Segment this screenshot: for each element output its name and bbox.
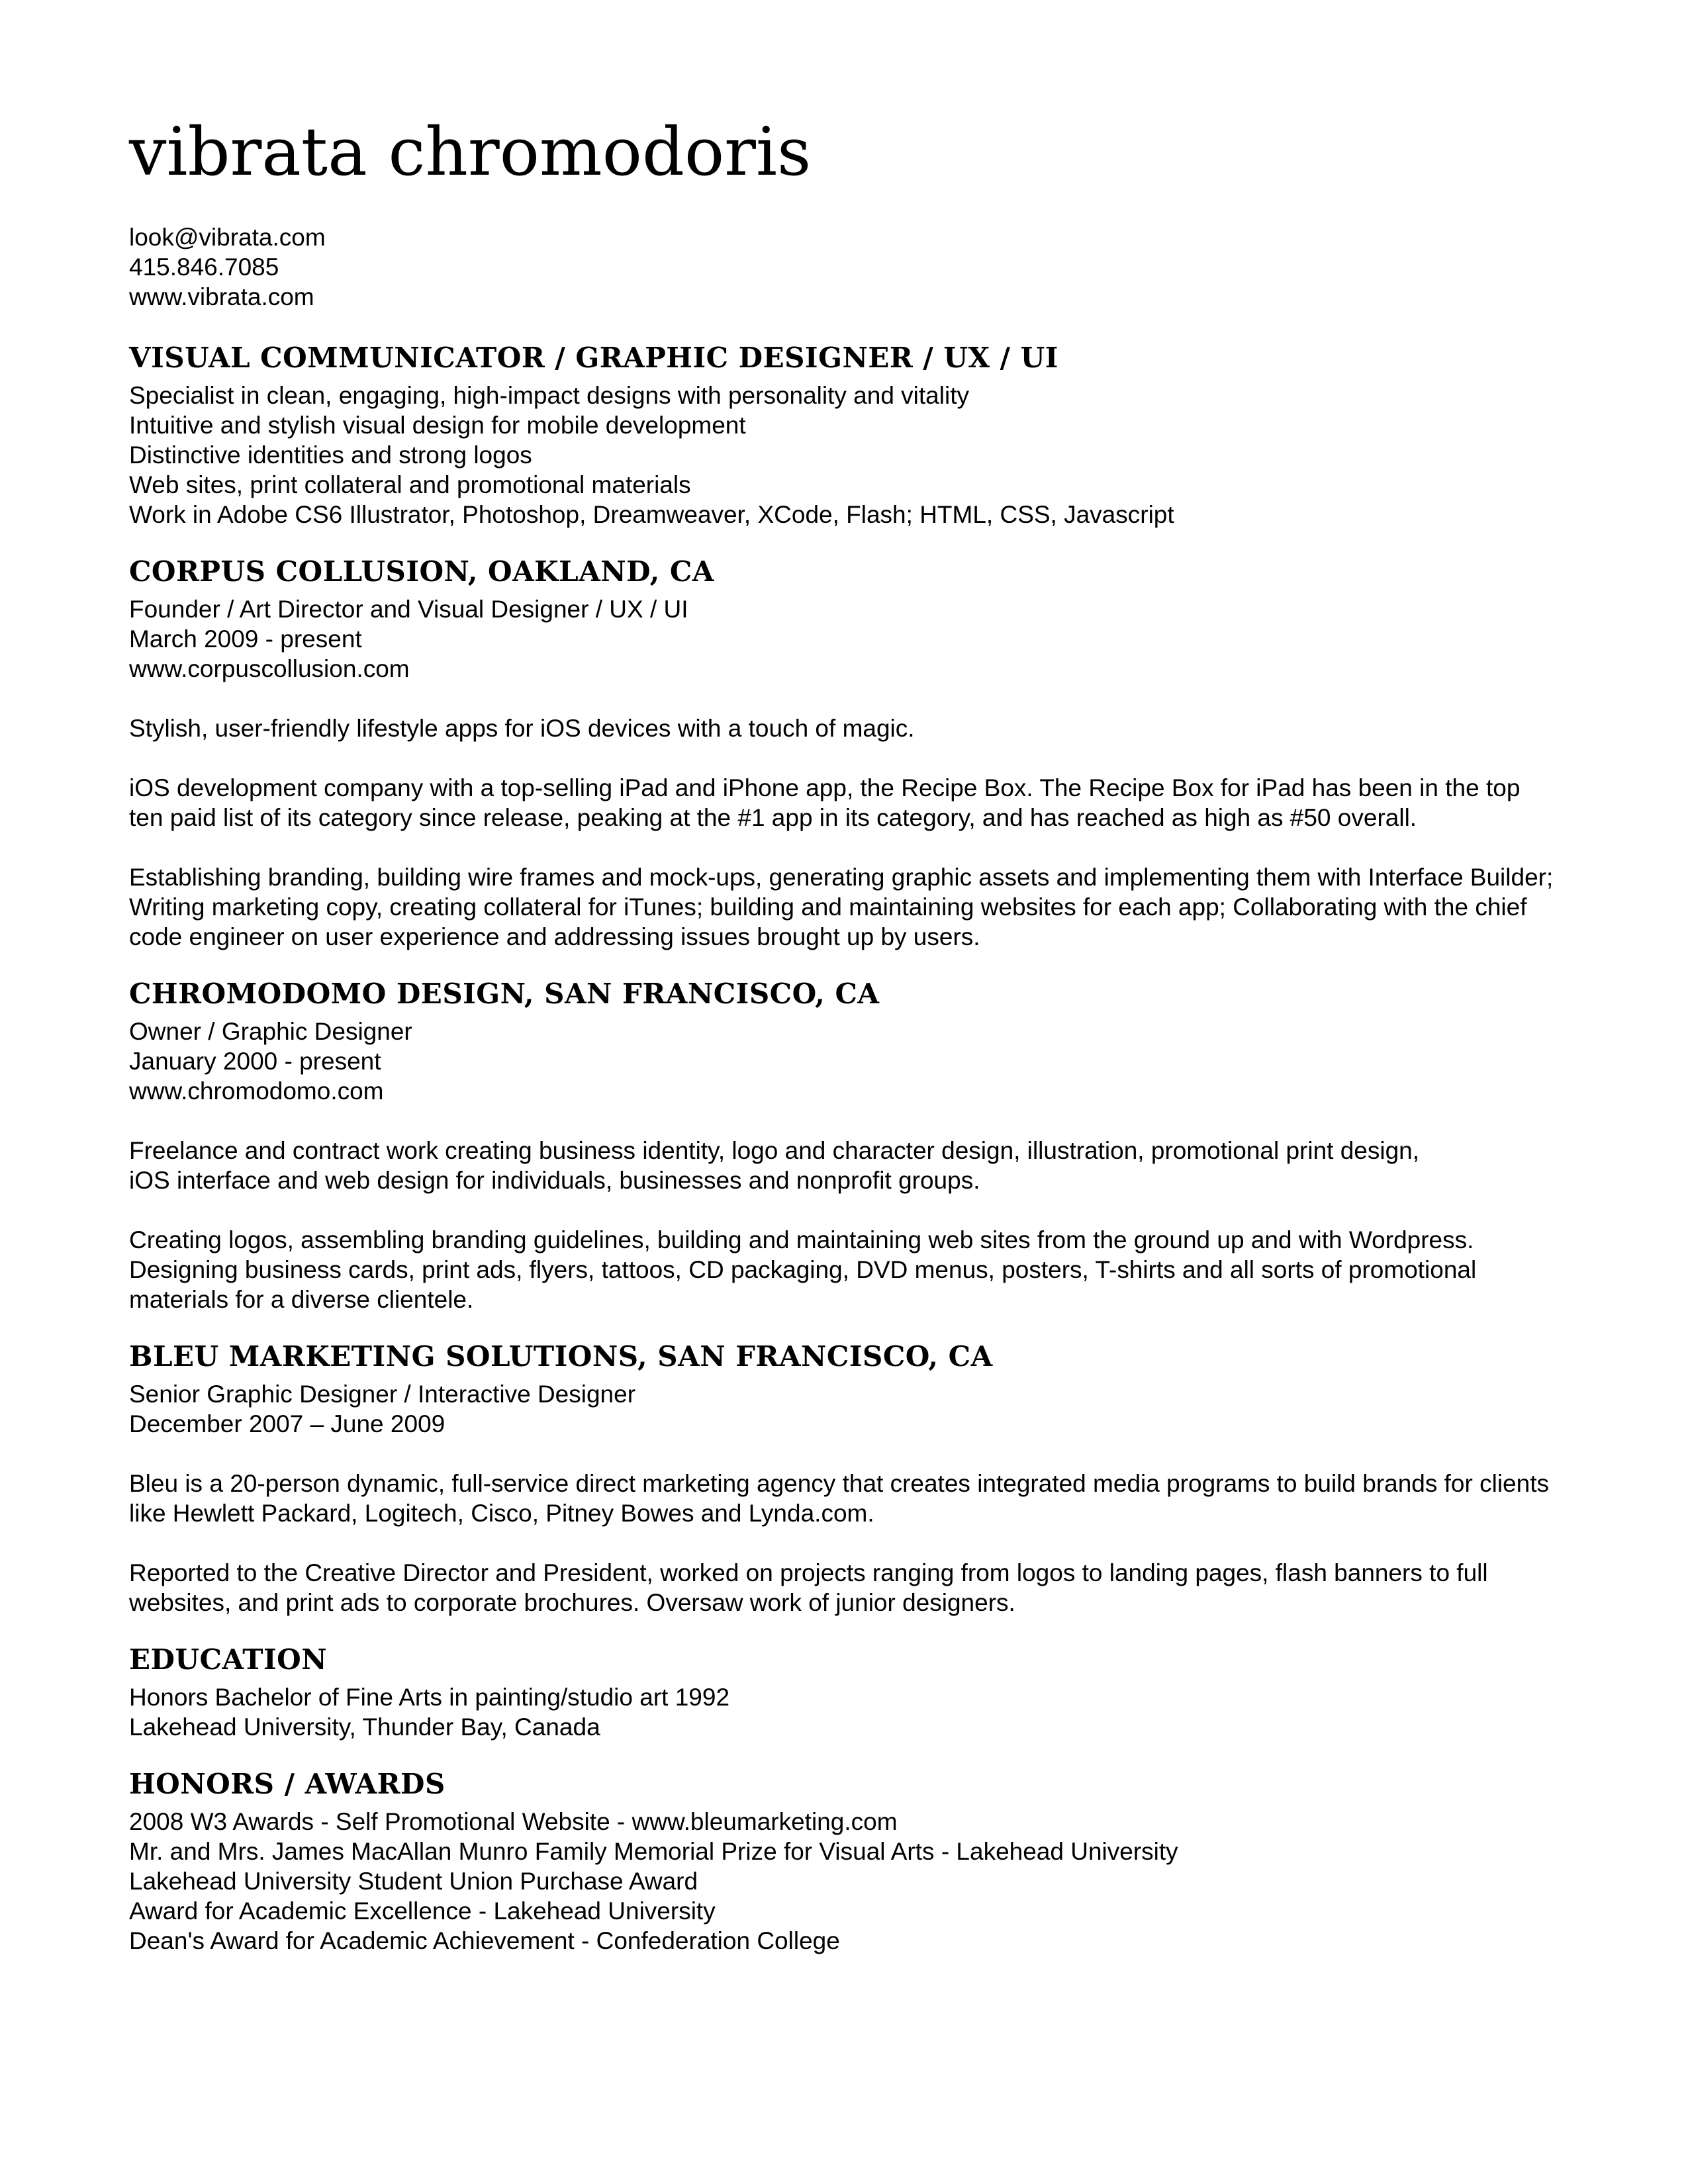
paragraph-line: Freelance and contract work creating business identity, logo and character design, illustration, promotional print design, [129, 1137, 1420, 1164]
job-paragraph [129, 1136, 1572, 1195]
paragraph-line: code engineer on user experience and addressing issues brought up by users. [129, 923, 980, 950]
job-role: Owner / Graphic Designer [129, 1018, 412, 1045]
contact-phone: 415.846.7085 [129, 253, 279, 281]
summary-line: Work in Adobe CS6 Illustrator, Photoshop, Dreamweaver, XCode, Flash; HTML, CSS, Javascript [129, 501, 1174, 528]
paragraph-line: like Hewlett Packard, Logitech, Cisco, Pitney Bowes and Lynda.com. [129, 1500, 874, 1527]
summary-list [129, 381, 1572, 529]
honors-heading: HONORS / AWARDS [129, 1768, 445, 1800]
job-details-corpus-collusion [129, 594, 1572, 684]
summary-line: Specialist in clean, engaging, high-impact designs with personality and vitality [129, 382, 969, 409]
job-paragraph [129, 713, 1572, 743]
paragraph-line: Reported to the Creative Director and President, worked on projects ranging from logos to landing pages, flash banners to full [129, 1559, 1488, 1586]
job-details-chromodomo-design [129, 1017, 1572, 1106]
job-details-bleu-marketing [129, 1379, 1572, 1439]
education-list [129, 1682, 1572, 1742]
paragraph-line: iOS interface and web design for individuals, businesses and nonprofit groups. [129, 1167, 980, 1194]
paragraph-line: Bleu is a 20-person dynamic, full-service direct marketing agency that creates integrated media programs to build brands for clients [129, 1470, 1549, 1497]
job-role: Founder / Art Director and Visual Designer / UX / UI [129, 596, 688, 623]
paragraph-line: materials for a diverse clientele. [129, 1286, 474, 1313]
honors-line: Award for Academic Excellence - Lakehead University [129, 1897, 716, 1925]
summary-line: Web sites, print collateral and promotional materials [129, 471, 691, 498]
paragraph-line: Stylish, user-friendly lifestyle apps for iOS devices with a touch of magic. [129, 715, 915, 742]
job-paragraph [129, 1558, 1572, 1617]
job-dates: December 2007 – June 2009 [129, 1410, 445, 1437]
honors-line: Lakehead University Student Union Purchase Award [129, 1868, 698, 1895]
contact-website: www.vibrata.com [129, 283, 314, 310]
paragraph-line: Establishing branding, building wire frames and mock-ups, generating graphic assets and implementing them with Interface Builder; [129, 864, 1554, 891]
paragraph-line: Writing marketing copy, creating collateral for iTunes; building and maintaining websites for each app; Collaborating with the chief [129, 893, 1527, 921]
summary-line: Distinctive identities and strong logos [129, 441, 532, 469]
summary-heading: VISUAL COMMUNICATOR / GRAPHIC DESIGNER / UX / UI [129, 341, 1058, 374]
paragraph-line: Creating logos, assembling branding guidelines, building and maintaining web sites from the ground up and with Wordpress. [129, 1226, 1474, 1253]
job-paragraph [129, 1469, 1572, 1528]
education-heading: EDUCATION [129, 1643, 328, 1676]
job-url: www.chromodomo.com [129, 1077, 384, 1105]
job-heading-bleu-marketing: BLEU MARKETING SOLUTIONS, SAN FRANCISCO, CA [129, 1340, 993, 1373]
contact-block [129, 222, 1572, 312]
job-paragraph [129, 1225, 1572, 1314]
job-paragraph [129, 773, 1572, 833]
job-dates: March 2009 - present [129, 625, 362, 653]
job-heading-corpus-collusion: CORPUS COLLUSION, OAKLAND, CA [129, 555, 714, 588]
paragraph-line: websites, and print ads to corporate brochures. Oversaw work of junior designers. [129, 1589, 1015, 1616]
education-line: Lakehead University, Thunder Bay, Canada [129, 1713, 600, 1741]
education-line: Honors Bachelor of Fine Arts in painting/studio art 1992 [129, 1684, 730, 1711]
honors-line: Mr. and Mrs. James MacAllan Munro Family Memorial Prize for Visual Arts - Lakehead University [129, 1838, 1178, 1865]
job-dates: January 2000 - present [129, 1048, 381, 1075]
paragraph-line: iOS development company with a top-selling iPad and iPhone app, the Recipe Box. The Recipe Box for iPad has been in the top [129, 774, 1521, 801]
honors-list [129, 1807, 1572, 1956]
job-role: Senior Graphic Designer / Interactive Designer [129, 1381, 636, 1408]
job-heading-chromodomo-design: CHROMODOMO DESIGN, SAN FRANCISCO, CA [129, 978, 880, 1010]
job-paragraph [129, 862, 1572, 952]
paragraph-line: ten paid list of its category since release, peaking at the #1 app in its category, and has reached as high as #50 overall. [129, 804, 1417, 831]
honors-line: 2008 W3 Awards - Self Promotional Website - www.bleumarketing.com [129, 1808, 898, 1835]
resume-name: vibrata chromodoris [129, 113, 812, 191]
paragraph-line: Designing business cards, print ads, flyers, tattoos, CD packaging, DVD menus, posters, T-shirts and all sorts of promotional [129, 1256, 1477, 1283]
job-url: www.corpuscollusion.com [129, 655, 410, 682]
contact-email: look@vibrata.com [129, 224, 326, 251]
resume-page [129, 106, 1572, 1956]
summary-line: Intuitive and stylish visual design for mobile development [129, 412, 746, 439]
honors-line: Dean's Award for Academic Achievement - Confederation College [129, 1927, 840, 1954]
